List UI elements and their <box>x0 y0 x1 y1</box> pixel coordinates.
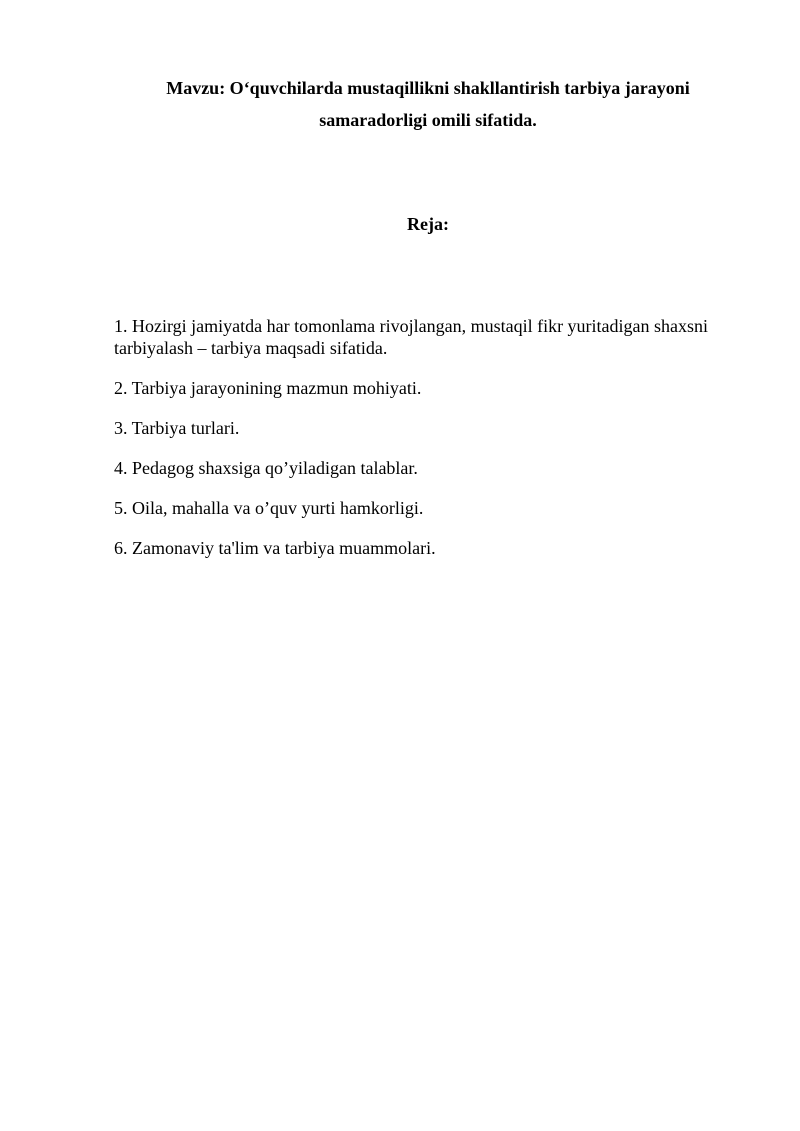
plan-heading: Reja: <box>407 214 449 234</box>
plan-item-2: 2. Tarbiya jarayonining mazmun mohiyati. <box>114 378 422 398</box>
plan-item-5: 5. Oila, mahalla va o’quv yurti hamkorligi. <box>114 498 424 518</box>
plan-list <box>114 315 754 577</box>
plan-item-1: 1. Hozirgi jamiyatda har tomonlama rivojlangan, mustaqil fikr yuritadigan shaxsni tarbiyalash – tarbiya maqsadi sifatida. <box>114 316 709 358</box>
title-line-1: Mavzu: O‘quvchilarda mustaqillikni shakllantirish tarbiya jarayoni <box>166 78 690 98</box>
plan-item-3: 3. Tarbiya turlari. <box>114 418 240 438</box>
title-line-2: samaradorligi omili sifatida. <box>319 110 537 130</box>
plan-item-4: 4. Pedagog shaxsiga qo’yiladigan talablar. <box>114 458 418 478</box>
document-title <box>100 72 756 136</box>
plan-item-6: 6. Zamonaviy ta'lim va tarbiya muammolari. <box>114 538 436 558</box>
